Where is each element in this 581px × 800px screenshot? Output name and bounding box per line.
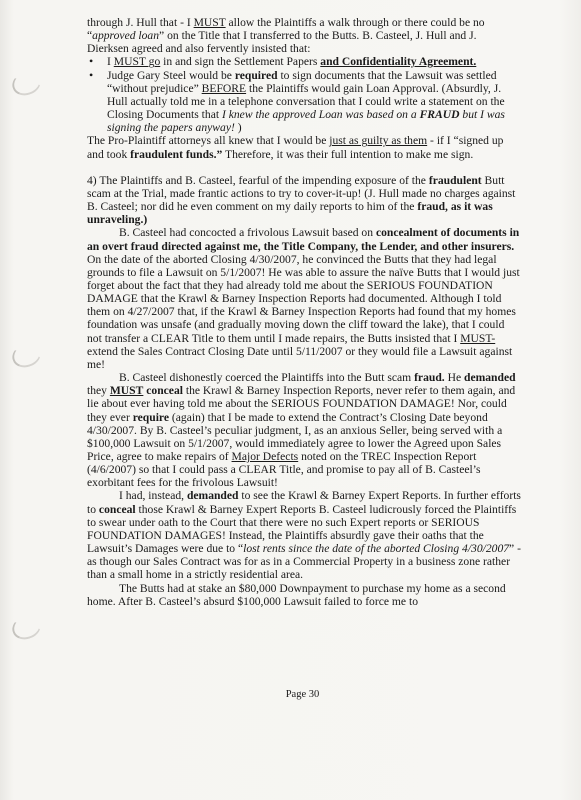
paragraph-expert-reports: I had, instead, demanded to see the Krawl & Barney Expert Reports. In further efforts to conceal those Krawl & Barney Expert Reports B. Casteel ludicrously forced the Plaintiffs to swear under oath to the Court that there were no such Expert reports or SERIOUS FOUNDATION DAMAGES! Instead, the Plaintiffs absurdly gave their oaths that the Lawsuit’s Damages were due to “lost rents since the date of the aborted Closing 4/30/2007” - as though our Sales Contract was for as in a Commercial Property in a business zone rather than a small home in a strictly residential area.: [87, 489, 521, 582]
document-body: [87, 16, 521, 608]
paragraph-frivolous-lawsuit: B. Casteel had concocted a frivolous Lawsuit based on concealment of documents in an overt fraud directed against me, the Title Company, the Lender, and other insurers. On the date of the aborted Closing 4/30/2007, he convinced the Butts that they had legal grounds to file a Lawsuit on 5/1/2007! He was able to assure the naïve Butts that I would just forget about the fact that they had already told me about the SERIOUS FOUNDATION DAMAGE that the Krawl & Barney Inspection Reports had documented. Although I told them on 4/27/2007 that, if the Krawl & Barney Inspection Reports had found that my homes foundation was unsafe (and gradually moving down the cliff toward the lake), that I could not transfer a CLEAR Title to them until I made repairs, the Butts insisted that I MUST- extend the Sales Contract Closing Date until 5/11/2007 or they would file a Lawsuit against me!: [87, 226, 520, 371]
bullet-item-settlement: • I MUST go in and sign the Settlement Papers and Confidentiality Agreement.: [107, 55, 521, 68]
paragraph-walkthrough: through J. Hull that - I MUST allow the Plaintiffs a walk through or there could be no “approved loan” on the Title that I transferred to the Butts. B. Casteel, J. Hull and J. Dierksen agreed and also fervently insisted that:: [87, 16, 485, 56]
page-number: Page 30: [285, 689, 320, 700]
punch-hole-mark: [9, 68, 44, 100]
paragraph-coerced: B. Casteel dishonestly coerced the Plaintiffs into the Butt scam fraud. He demanded they MUST conceal the Krawl & Barney Inspection Reports, never refer to them again, and lie about ever having told me about the SERIOUS FOUNDATION DAMAGE! Nor, could they ever require (again) that I be made to extend the Contract’s Closing Date beyond 4/30/2007. By B. Casteel’s peculiar judgment, I, as an anxious Seller, being served with a $100,000 Lawsuit on 5/1/2007, would immediately agree to lower the Agreed upon Sales Price, agree to make repairs of Major Defects noted on the TREC Inspection Report (4/6/2007) so that I could pass a CLEAR Title, and promise to pay all of B. Casteel’s exorbitant fees for the frivolous Lawsuit!: [87, 371, 516, 490]
punch-hole-mark: [9, 612, 44, 644]
bullet-list: [87, 55, 521, 134]
paragraph-attorneys: The Pro-Plaintiff attorneys all knew that I would be just as guilty as them - if I “signed up and took fraudulent funds.” Therefore, it was their full intention to make me sign.: [87, 134, 504, 161]
bullet-item-judge: • Judge Gary Steel would be required to sign documents that the Lawsuit was settled “without prejudice” BEFORE the Plaintiffs would gain Loan Approval. (Absurdly, J. Hull actually told me in a telephone conversation that I could write a statement on the Closing Documents that I knew the approved Loan was based on a FRAUD but I was signing the papers anyway! ): [107, 69, 521, 135]
paragraph-downpayment: The Butts had at stake an $80,000 Downpayment to purchase my home as a second home. After B. Casteel’s absurd $100,000 Lawsuit failed to force me to: [87, 581, 506, 608]
paragraph-item-4: 4) The Plaintiffs and B. Casteel, fearful of the impending exposure of the fraudulent Butt scam at the Trial, made frantic actions to try to cover-it-up! (J. Hull made no charges against B. Casteel; nor did he even comment on my daily reports to him of the fraud, as it was unraveling.): [87, 173, 516, 227]
punch-hole-mark: [9, 340, 44, 372]
